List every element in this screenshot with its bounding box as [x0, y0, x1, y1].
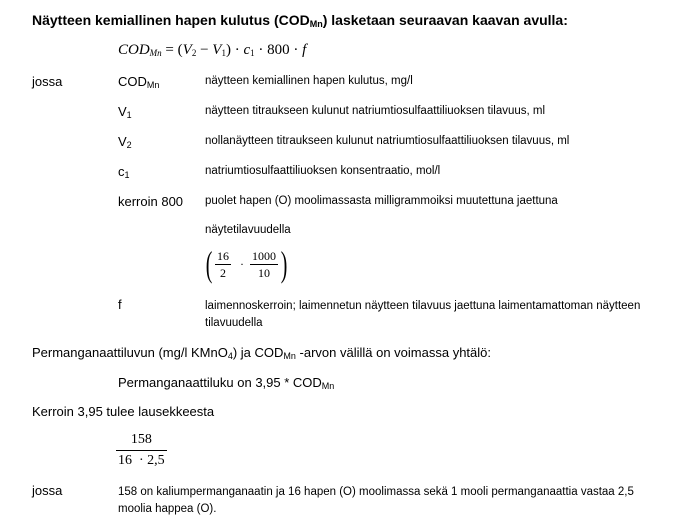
permanganate-equation — [118, 375, 334, 391]
permanganate-eq-text: Permanganaattiluku on 3,95 * COD — [118, 375, 322, 390]
def-desc-v2: nollanäytteen titraukseen kulunut natriumtiosulfaattiliuoksen tilavuus, ml — [205, 135, 570, 147]
multiply-dot: · — [240, 257, 244, 271]
jossa-label: jossa — [32, 74, 63, 89]
def-desc-v1: näytteen titraukseen kulunut natriumtiosulfaattiliuoksen tilavuus, ml — [205, 105, 546, 117]
formula-rest: ) · — [225, 42, 244, 58]
fraction-16-2 — [215, 249, 231, 280]
formula-v2: V — [182, 42, 192, 58]
page-heading — [32, 12, 568, 29]
final-explanation: 158 on kaliumpermanganaatin ja 16 hapen (O) moolimassa sekä 1 mooli permanganaattia vastaa 2,5 moolia happea (O). — [118, 486, 634, 515]
def-symbol-cod — [118, 74, 159, 90]
formula-v1-sub: 1 — [221, 48, 226, 58]
formula-v2-sub: 2 — [191, 48, 197, 58]
def-symbol-sub: Mn — [146, 80, 160, 90]
fraction-158-over-40 — [116, 431, 167, 470]
left-paren: ( — [205, 244, 213, 284]
fraction-158 — [116, 431, 167, 470]
final-jossa-label: jossa — [32, 483, 63, 498]
permanganate-text-b: ) ja COD — [232, 345, 284, 360]
fraction-1000-10 — [250, 249, 278, 280]
def-desc-kerroin: puolet hapen (O) moolimassasta milligrammoiksi muutettuna jaettuna — [205, 195, 558, 207]
def-symbol-sub: 1 — [126, 110, 132, 120]
fraction-denominator: 2 — [220, 265, 226, 280]
permanganate-eq-subscript: Mn — [321, 381, 335, 391]
fraction-bar — [116, 450, 167, 451]
def-desc-f: laimennoskerroin; laimennetun näytteen tilavuus jaettuna laimentamattoman näytteen tilavuudella — [205, 300, 641, 329]
heading-text: Näytteen kemiallinen hapen kulutus (COD — [32, 12, 310, 28]
heading-text-end: ) lasketaan seuraavan kaavan avulla: — [322, 12, 568, 28]
def-desc-c1: natriumtiosulfaattiliuoksen konsentraatio, mol/l — [205, 165, 441, 177]
formula-lhs: COD — [118, 42, 150, 58]
fraction-bar — [215, 264, 231, 265]
fraction-denominator: 10 — [258, 265, 270, 280]
permanganate-relation-text — [32, 345, 491, 361]
def-desc-kerroin-continued: näytetilavuudella — [205, 224, 291, 236]
def-symbol-text: c — [118, 164, 125, 179]
formula-tail: · 800 · — [254, 42, 303, 58]
kmno4-subscript: 4 — [227, 351, 233, 361]
formula-c1: c — [243, 42, 251, 58]
permanganate-text-a: Permanganaattiluvun (mg/l KMnO — [32, 345, 228, 360]
def-symbol-c1 — [118, 164, 130, 180]
formula-v1: V — [212, 42, 222, 58]
def-symbol-sub: 1 — [124, 170, 130, 180]
formula-minus: − — [196, 42, 213, 58]
cod-formula — [118, 42, 306, 59]
formula-c1-sub: 1 — [250, 48, 255, 58]
def-symbol-v1 — [118, 104, 132, 120]
heading-subscript: Mn — [309, 19, 323, 29]
def-symbol-sub: 2 — [126, 140, 132, 150]
fraction-denominator: 16 · 2,5 — [118, 453, 165, 468]
fraction-bar — [250, 264, 278, 265]
def-symbol-v2 — [118, 134, 132, 150]
kerroin-fraction-expression — [203, 246, 290, 282]
fraction-numerator: 1000 — [252, 248, 276, 263]
formula-lhs-sub: Mn — [149, 48, 162, 58]
def-symbol-text: V — [118, 104, 127, 119]
fraction-numerator: 158 — [130, 432, 152, 447]
def-symbol-text: COD — [118, 74, 147, 89]
permanganate-text-c: -arvon välillä on voimassa yhtälö: — [295, 345, 491, 360]
formula-f: f — [302, 42, 307, 58]
def-symbol-text: V — [118, 134, 127, 149]
formula-equals: = ( — [161, 42, 183, 58]
def-desc-cod: näytteen kemiallinen hapen kulutus, mg/l — [205, 75, 413, 87]
def-symbol-kerroin: kerroin 800 — [118, 194, 184, 209]
def-symbol-f: f — [118, 297, 122, 312]
kerroin-395-text: Kerroin 3,95 tulee lausekkeesta — [32, 404, 215, 419]
fraction-numerator: 16 — [217, 248, 229, 263]
right-paren: ) — [280, 244, 288, 284]
cod-subscript: Mn — [283, 351, 296, 361]
